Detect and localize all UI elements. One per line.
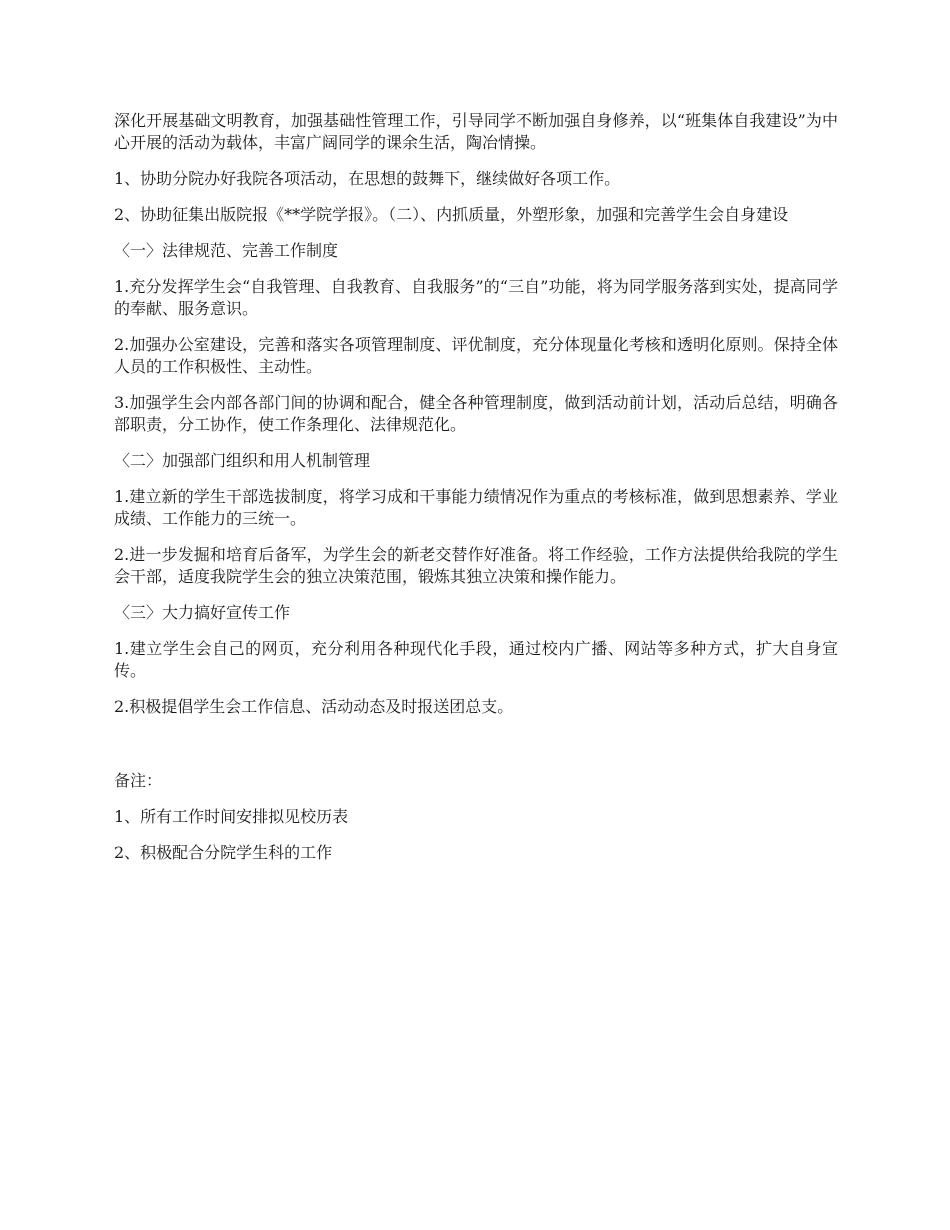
- intro-paragraph: 深化开展基础文明教育，加强基础性管理工作，引导同学不断加强自身修养，以“班集体自我建设”为中心开展的活动为载体，丰富广阔同学的课余生活，陶冶情操。: [114, 111, 838, 152]
- spacer: [114, 732, 838, 770]
- section-heading: 〈一〉法律规范、完善工作制度: [114, 241, 339, 260]
- list-item: 3.加强学生会内部各部门间的协调和配合，健全各种管理制度，做到活动前计划，活动后总结，明确各部职责，分工协作，使工作条理化、法律规范化。: [114, 393, 838, 434]
- list-item: 2.积极提倡学生会工作信息、活动动态及时报送团总支。: [114, 697, 514, 716]
- list-item: 1.建立新的学生干部选拔制度，将学习成和干事能力绩情况作为重点的考核标准，做到思想素养、学业成绩、工作能力的三统一。: [114, 487, 838, 528]
- list-item: 2.进一步发掘和培育后备军，为学生会的新老交替作好准备。将工作经验，工作方法提供给我院的学生会干部，适度我院学生会的独立决策范围，锻炼其独立决策和操作能力。: [114, 545, 838, 586]
- list-item: 1.建立学生会自己的网页，充分利用各种现代化手段，通过校内广播、网站等多种方式，扩大自身宣传。: [114, 639, 838, 680]
- notes-label: 备注：: [114, 771, 163, 790]
- list-item: 2、协助征集出版院报《**学院学报》。（二）、内抓质量，外塑形象，加强和完善学生会自身建设: [114, 205, 789, 224]
- note-item: 1、所有工作时间安排拟见校历表: [114, 807, 349, 826]
- list-item: 2.加强办公室建设，完善和落实各项管理制度、评优制度，充分体现量化考核和透明化原则。保持全体人员的工作积极性、主动性。: [114, 335, 838, 376]
- section-heading: 〈三〉大力搞好宣传工作: [114, 603, 291, 622]
- note-item: 2、积极配合分院学生科的工作: [114, 843, 333, 862]
- list-item: 1、协助分院办好我院各项活动，在思想的鼓舞下，继续做好各项工作。: [114, 169, 621, 188]
- section-heading: 〈二〉加强部门组织和用人机制管理: [114, 451, 371, 470]
- document-page: [114, 110, 838, 878]
- list-item: 1.充分发挥学生会“自我管理、自我教育、自我服务”的“三自”功能，将为同学服务落到实处，提高同学的奉献、服务意识。: [114, 277, 838, 318]
